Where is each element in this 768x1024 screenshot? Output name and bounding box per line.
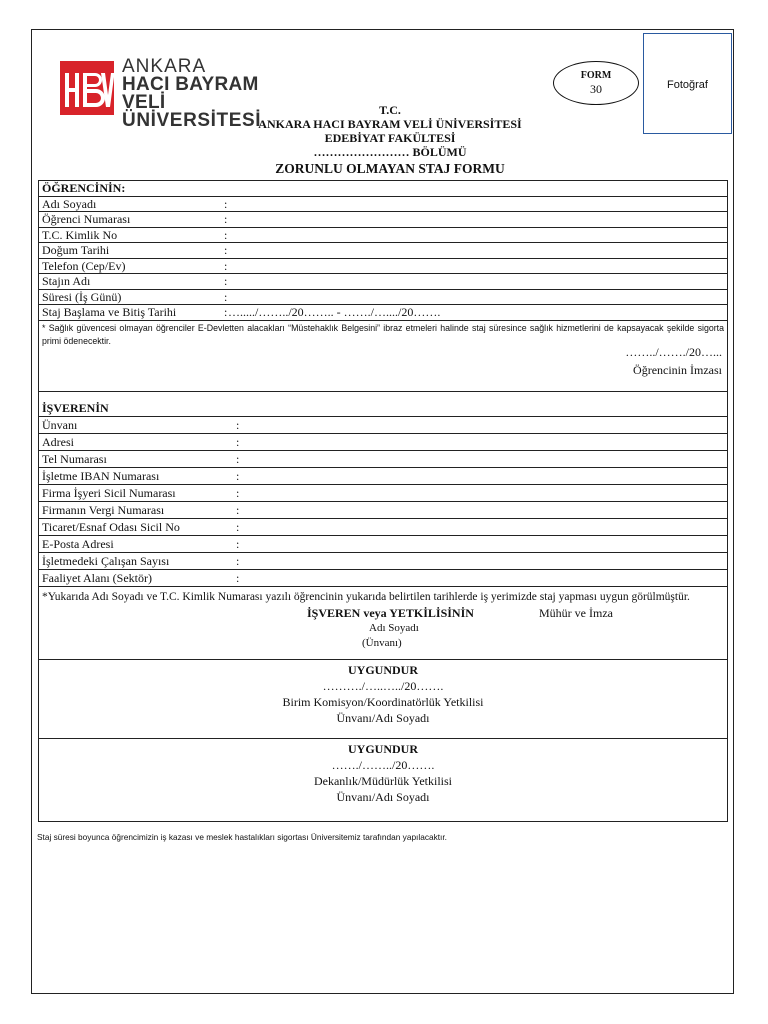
employer-field-email[interactable]: E-Posta Adresi :: [39, 536, 727, 553]
employer-field-phone[interactable]: Tel Numarası :: [39, 451, 727, 468]
header-university: ANKARA HACI BAYRAM VELİ ÜNİVERSİTESİ: [258, 117, 522, 131]
student-field-phone[interactable]: Telefon (Cep/Ev) :: [39, 259, 727, 275]
employer-field-sector[interactable]: Faaliyet Alanı (Sektör) :: [39, 570, 727, 587]
employer-sign-title: İŞVEREN veya YETKİLİSİNİN: [307, 605, 474, 620]
approval-authority: Birim Komisyon/Koordinatörlük Yetkilisi: [282, 694, 484, 709]
student-field-duration[interactable]: Süresi (İş Günü) :: [39, 290, 727, 306]
photo-placeholder: [643, 33, 732, 134]
student-signature-label: Öğrencinin İmzası: [633, 362, 722, 377]
form-header: [200, 103, 580, 176]
student-signature-area: [39, 321, 727, 392]
employer-field-title[interactable]: Ünvanı :: [39, 417, 727, 434]
approval-commission: [39, 660, 727, 739]
photo-label: Fotoğraf: [667, 79, 708, 91]
approval-title: UYGUNDUR: [348, 662, 418, 677]
seal-and-signature-label: Mühür ve İmza: [539, 605, 613, 620]
student-field-birth-date[interactable]: Doğum Tarihi :: [39, 243, 727, 259]
health-insurance-note: * Sağlık güvencesi olmayan öğrenciler E-Devletten alacakları “Müstehaklık Belgesini” ibraz etmeleri halinde staj süresince sağlık hizmetlerini de kapsayacak şekilde sigorta primi ödenecektir.: [42, 322, 724, 346]
approval-date: ……./……../20…….: [331, 757, 435, 772]
logo-line-2: HACI BAYRAM VELİ: [122, 74, 259, 113]
employer-field-tax-number[interactable]: Firmanın Vergi Numarası :: [39, 502, 727, 519]
insurance-footer-note: Staj süresi boyunca öğrencimizin iş kazası ve meslek hastalıkları sigortası Üniversitemiz tarafından yapılacaktır.: [37, 832, 447, 842]
header-tc: T.C.: [379, 103, 401, 117]
header-department: …………………… BÖLÜMÜ: [313, 145, 467, 159]
student-section-title: ÖĞRENCİNİN:: [39, 181, 727, 197]
dates-value: …...../……../20…….. - ……./…..../20…….: [228, 305, 441, 319]
student-sign-date[interactable]: ……../……./20…...: [625, 344, 722, 359]
student-field-internship-name[interactable]: Stajın Adı :: [39, 274, 727, 290]
approval-dean: [39, 739, 727, 821]
employer-field-registry[interactable]: Firma İşyeri Sicil Numarası :: [39, 485, 727, 502]
approval-authority: Dekanlık/Müdürlük Yetkilisi: [313, 773, 452, 788]
form-badge-number: 30: [590, 82, 602, 96]
employer-title-label: (Ünvanı): [362, 636, 402, 649]
student-field-number[interactable]: Öğrenci Numarası :: [39, 212, 727, 228]
hbv-logo-mark: [60, 61, 114, 115]
employer-field-employee-count[interactable]: İşletmedeki Çalışan Sayısı :: [39, 553, 727, 570]
approval-title: UYGUNDUR: [348, 741, 418, 756]
employer-field-address[interactable]: Adresi :: [39, 434, 727, 451]
form-number-badge: [553, 61, 639, 105]
approval-name: Ünvanı/Adı Soyadı: [336, 710, 430, 725]
internship-form-table: [38, 180, 728, 822]
employer-field-iban[interactable]: İşletme IBAN Numarası :: [39, 468, 727, 485]
logo-line-3: ÜNİVERSİTESİ: [122, 110, 262, 131]
form-title: ZORUNLU OLMAYAN STAJ FORMU: [275, 161, 505, 176]
employer-approval-note: *Yukarıda Adı Soyadı ve T.C. Kimlik Numarası yazılı öğrencinin yukarıda belirtilen tarihlerde iş yerimizde staj yapması uygun görülmüştür.: [42, 590, 690, 603]
employer-section-title: İŞVERENİN: [39, 400, 727, 417]
student-field-name[interactable]: Adı Soyadı :: [39, 197, 727, 213]
student-field-tc-id[interactable]: T.C. Kimlik No :: [39, 228, 727, 244]
form-badge-label: FORM: [580, 70, 612, 81]
employer-name-label: Adı Soyadı: [369, 621, 419, 634]
header-faculty: EDEBİYAT FAKÜLTESİ: [324, 131, 456, 145]
employer-field-chamber-no[interactable]: Ticaret/Esnaf Odası Sicil No :: [39, 519, 727, 536]
approval-date: ………./…..…../20…….: [322, 678, 444, 693]
approval-name: Ünvanı/Adı Soyadı: [336, 789, 430, 804]
employer-signature-area: [39, 604, 727, 660]
student-field-dates[interactable]: Staj Başlama ve Bitiş Tarihi : …...../……../20…….. - ……./…..../20…….: [39, 305, 727, 321]
logo-line-1: ANKARA: [122, 56, 207, 77]
spacer: [39, 392, 727, 400]
